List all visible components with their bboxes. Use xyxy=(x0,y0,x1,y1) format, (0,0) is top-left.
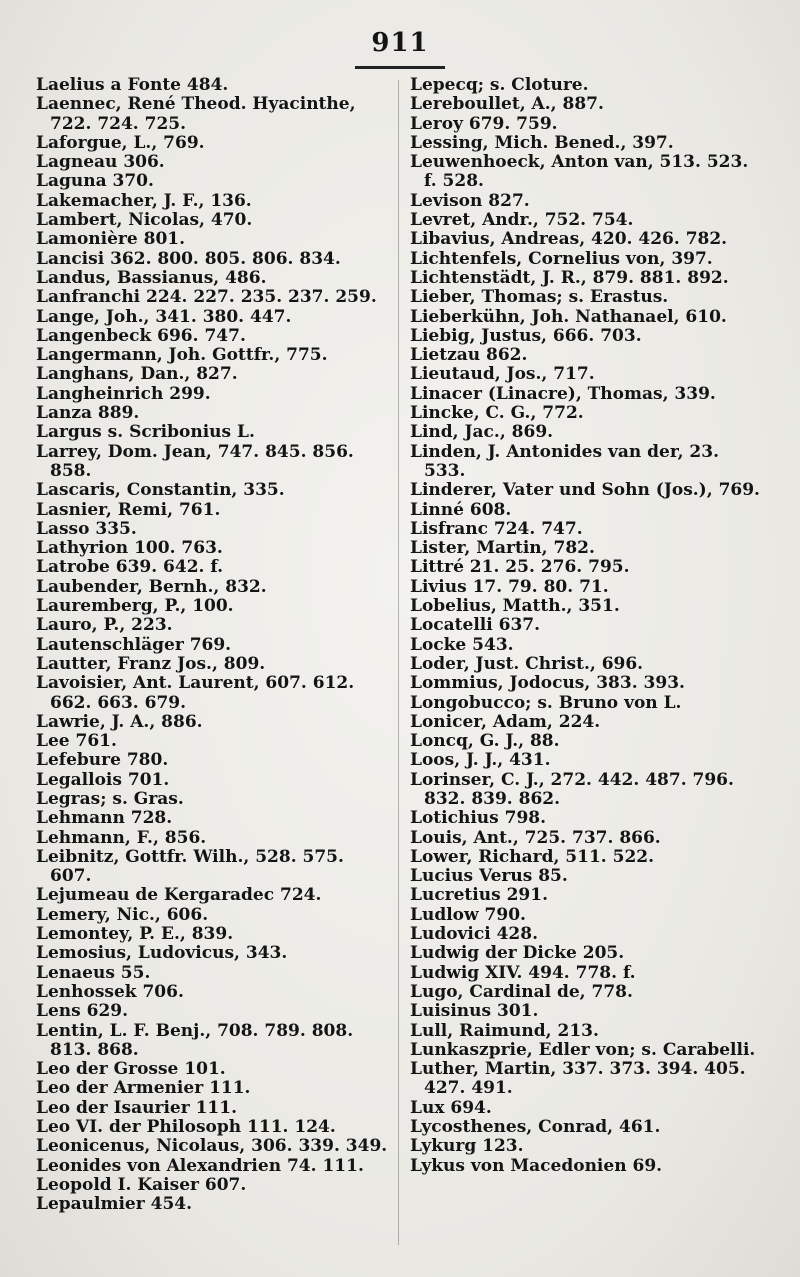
index-entry: Lee 761. xyxy=(36,731,117,752)
index-entry: Lommius, Jodocus, 383. 393. xyxy=(410,673,685,694)
index-entry: Lux 694. xyxy=(410,1097,492,1118)
index-entry: Lessing, Mich. Bened., 397. xyxy=(410,132,674,153)
index-entry: Lauremberg, P., 100. xyxy=(36,596,234,617)
index-entry: Loos, J. J., 431. xyxy=(410,750,551,771)
index-entry: Lieberkühn, Joh. Nathanael, 610. xyxy=(410,306,727,327)
index-entry: Ludlow 790. xyxy=(410,904,526,925)
index-entry: Leo der Isaurier 111. xyxy=(36,1097,238,1118)
index-entry: Lorinser, C. J., 272. 442. 487. 796. 832. 839. 862. xyxy=(410,769,734,809)
index-entry: Lautter, Franz Jos., 809. xyxy=(36,653,266,674)
index-entry: Libavius, Andreas, 420. 426. 782. xyxy=(410,229,728,250)
index-entry: Lincke, C. G., 772. xyxy=(410,403,584,424)
index-entry: Lemosius, Ludovicus, 343. xyxy=(36,943,288,964)
index-entry: Linacer (Linacre), Thomas, 339. xyxy=(410,383,716,404)
index-entry: Lull, Raimund, 213. xyxy=(410,1020,599,1041)
index-entry: Liebig, Justus, 666. 703. xyxy=(410,325,642,346)
index-entry: Landus, Bassianus, 486. xyxy=(36,267,267,288)
index-entry: Lereboullet, A., 887. xyxy=(410,94,604,115)
index-entry: Leo der Grosse 101. xyxy=(36,1059,226,1080)
index-entry: Lonicer, Adam, 224. xyxy=(410,711,601,732)
index-entry: Lavoisier, Ant. Laurent, 607. 612. 662. 663. 679. xyxy=(36,673,355,713)
index-entry: Lentin, L. F. Benj., 708. 789. 808. 813. 868. xyxy=(36,1020,354,1060)
index-entry: Ludwig XIV. 494. 778. f. xyxy=(410,962,636,983)
index-entry: Lauro, P., 223. xyxy=(36,615,173,636)
index-entry: Lautenschläger 769. xyxy=(36,634,232,655)
index-entry: Lascaris, Constantin, 335. xyxy=(36,480,285,501)
index-entry: Lakemacher, J. F., 136. xyxy=(36,190,252,211)
index-entry: Lejumeau de Kergaradec 724. xyxy=(36,885,322,906)
index-entry: Lanza 889. xyxy=(36,403,140,424)
index-entry: Lister, Martin, 782. xyxy=(410,538,595,559)
index-entry: Lisfranc 724. 747. xyxy=(410,518,583,539)
index-entry: Lieutaud, Jos., 717. xyxy=(410,364,595,385)
index-entry: Langenbeck 696. 747. xyxy=(36,325,246,346)
index-entry: Lepaulmier 454. xyxy=(36,1194,193,1215)
index-entry: Leopold I. Kaiser 607. xyxy=(36,1174,247,1195)
index-entry: Laguna 370. xyxy=(36,171,154,192)
index-entry: Luisinus 301. xyxy=(410,1001,539,1022)
index-entry: Lykurg 123. xyxy=(410,1136,524,1157)
index-entry: Lind, Jac., 869. xyxy=(410,422,554,443)
index-entry: Lasso 335. xyxy=(36,518,137,539)
index-entry: Leo der Armenier 111. xyxy=(36,1078,251,1099)
index-entry: Lehmann 728. xyxy=(36,808,173,829)
index-entry: Lobelius, Matth., 351. xyxy=(410,596,620,617)
index-entry: Leonicenus, Nicolaus, 306. 339. 349. xyxy=(36,1136,388,1157)
page-number: 911 xyxy=(371,28,429,58)
index-entry: Larrey, Dom. Jean, 747. 845. 856. 858. xyxy=(36,441,354,481)
index-entry: Lucretius 291. xyxy=(410,885,549,906)
index-entry: Leo VI. der Philosoph 111. 124. xyxy=(36,1117,336,1138)
index-entry: Latrobe 639. 642. f. xyxy=(36,557,224,578)
index-entry: Lycosthenes, Conrad, 461. xyxy=(410,1117,661,1138)
index-entry: Lenhossek 706. xyxy=(36,981,184,1002)
index-entry: Lamonière 801. xyxy=(36,229,186,250)
index-entry: Laennec, René Theod. Hyacinthe, 722. 724. 725. xyxy=(36,94,356,134)
index-entry: Laelius a Fonte 484. xyxy=(36,75,229,95)
index-entry: Legallois 701. xyxy=(36,769,170,790)
index-entry: Lichtenfels, Cornelius von, 397. xyxy=(410,248,713,269)
index-entry: Lugo, Cardinal de, 778. xyxy=(410,981,633,1002)
index-entry: Levret, Andr., 752. 754. xyxy=(410,210,634,231)
index-entry: Langermann, Joh. Gottfr., 775. xyxy=(36,345,328,366)
index-entry: Ludovici 428. xyxy=(410,924,539,945)
header-rule xyxy=(355,66,445,69)
index-entry: Lieber, Thomas; s. Erastus. xyxy=(410,287,669,308)
index-entry: Lange, Joh., 341. 380. 447. xyxy=(36,306,292,327)
index-entry: Littré 21. 25. 276. 795. xyxy=(410,557,630,578)
index-entry: Linné 608. xyxy=(410,499,512,520)
index-column-right xyxy=(410,76,765,1176)
index-entry: Lepecq; s. Cloture. xyxy=(410,75,589,95)
index-entry: Largus s. Scribonius L. xyxy=(36,422,255,443)
index-entry: Lotichius 798. xyxy=(410,808,547,829)
index-entry: Livius 17. 79. 80. 71. xyxy=(410,576,609,597)
index-column-left xyxy=(36,76,391,1215)
index-entry: Lykus von Macedonien 69. xyxy=(410,1155,663,1176)
column-divider xyxy=(398,80,399,1245)
index-entry: Lasnier, Remi, 761. xyxy=(36,499,221,520)
index-entry: Lanfranchi 224. 227. 235. 237. 259. xyxy=(36,287,377,308)
index-entry: Leonides von Alexandrien 74. 111. xyxy=(36,1155,364,1176)
index-entry: Leuwenhoeck, Anton van, 513. 523. f. 528. xyxy=(410,152,749,192)
index-entry: Locke 543. xyxy=(410,634,514,655)
index-entry: Linden, J. Antonides van der, 23. 533. xyxy=(410,441,719,481)
index-entry: Lower, Richard, 511. 522. xyxy=(410,846,655,867)
index-entry: Lens 629. xyxy=(36,1001,129,1022)
index-entry: Lucius Verus 85. xyxy=(410,866,568,887)
index-entry: Levison 827. xyxy=(410,190,530,211)
index-entry: Lemery, Nic., 606. xyxy=(36,904,209,925)
index-entry: Lichtenstädt, J. R., 879. 881. 892. xyxy=(410,267,729,288)
index-entry: Lemontey, P. E., 839. xyxy=(36,924,234,945)
index-entry: Lancisi 362. 800. 805. 806. 834. xyxy=(36,248,341,269)
index-entry: Langhans, Dan., 827. xyxy=(36,364,238,385)
index-entry: Leibnitz, Gottfr. Wilh., 528. 575. 607. xyxy=(36,846,344,887)
index-entry: Legras; s. Gras. xyxy=(36,788,184,809)
index-entry: Lambert, Nicolas, 470. xyxy=(36,210,253,231)
index-entry: Laubender, Bernh., 832. xyxy=(36,576,267,597)
index-entry: Leroy 679. 759. xyxy=(410,113,558,134)
index-entry: Lagneau 306. xyxy=(36,152,165,173)
index-entry: Lathyrion 100. 763. xyxy=(36,538,223,559)
index-entry: Ludwig der Dicke 205. xyxy=(410,943,625,964)
index-entry: Longobucco; s. Bruno von L. xyxy=(410,692,682,713)
index-entry: Lietzau 862. xyxy=(410,345,528,366)
index-entry: Lefebure 780. xyxy=(36,750,169,771)
index-entry: Loncq, G. J., 88. xyxy=(410,731,560,752)
index-entry: Luther, Martin, 337. 373. 394. 405. 427. 491. xyxy=(410,1059,746,1099)
index-entry: Louis, Ant., 725. 737. 866. xyxy=(410,827,661,848)
index-entry: Langheinrich 299. xyxy=(36,383,211,404)
index-entry: Loder, Just. Christ., 696. xyxy=(410,653,644,674)
index-entry: Linderer, Vater und Sohn (Jos.), 769. xyxy=(410,480,760,501)
index-entry: Lehmann, F., 856. xyxy=(36,827,207,848)
index-entry: Lunkaszprie, Edler von; s. Carabelli. xyxy=(410,1039,756,1060)
index-entry: Locatelli 637. xyxy=(410,615,541,636)
index-entry: Lawrie, J. A., 886. xyxy=(36,711,203,732)
index-entry: Lenaeus 55. xyxy=(36,962,151,983)
index-entry: Laforgue, L., 769. xyxy=(36,132,205,153)
